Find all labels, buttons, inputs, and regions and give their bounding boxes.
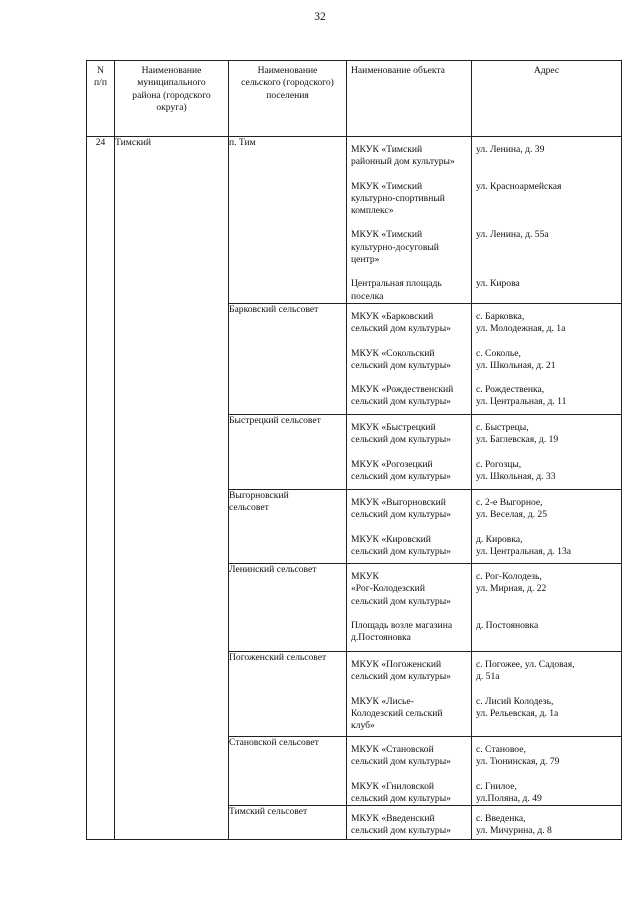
settlement-name: п. Тим: [229, 137, 347, 304]
header-address: Адрес: [472, 61, 622, 137]
address-cell: [472, 137, 622, 304]
object-cell: [347, 303, 472, 414]
object-name: МКУК «Лисье- Колодезский сельский клуб»: [351, 695, 443, 732]
address-text: с. Соколье, ул. Школьная, д. 21: [476, 347, 556, 371]
object-name: МКУК «Тимский районный дом культуры»: [351, 144, 455, 168]
object-name: МКУК «Погоженский сельский дом культуры»: [351, 658, 451, 683]
address-cell: [472, 563, 622, 651]
object-name: МКУК «Тимский культурно-досуговый центр»: [351, 229, 439, 266]
address-text: с. Рождественка, ул. Центральная, д. 11: [476, 384, 567, 408]
address-cell: [472, 414, 622, 489]
object-name: Центральная площадь поселка: [351, 278, 442, 302]
header-district: Наименование муниципального района (городского округа): [115, 61, 229, 137]
table-header-row: [87, 61, 622, 137]
address-text: д. Кировка, ул. Центральная, д. 13а: [476, 533, 572, 557]
object-cell: [347, 736, 472, 805]
object-name: МКУК «Выгорновский сельский дом культуры»: [351, 496, 451, 521]
row-number: 24: [87, 137, 115, 840]
address-text: с. Погожее, ул. Садовая, д. 51а: [476, 658, 575, 683]
venues-table: [86, 60, 622, 840]
address-text: с. Лисий Колодезь, ул. Рельевская, д. 1а: [476, 695, 559, 719]
object-cell: [347, 806, 472, 840]
object-name: МКУК «Кировский сельский дом культуры»: [351, 533, 451, 557]
address-text: с. 2-е Выгорное, ул. Веселая, д. 25: [476, 496, 548, 521]
address-text: с. Гнилое, ул.Поляна, д. 49: [476, 780, 542, 804]
object-name: МКУК «Гниловской сельский дом культуры»: [351, 780, 451, 804]
address-text: с. Быстрецы, ул. Баглевская, д. 19: [476, 421, 559, 446]
object-name: МКУК «Рог-Колодезский сельский дом культуры»: [351, 570, 451, 607]
object-name: МКУК «Быстрецкий сельский дом культуры»: [351, 421, 451, 446]
address-text: с. Введенка, ул. Мичурина, д. 8: [476, 813, 552, 837]
object-cell: [347, 651, 472, 736]
address-text: д. Постояновка: [476, 619, 539, 631]
object-cell: [347, 414, 472, 489]
address-cell: [472, 489, 622, 563]
settlement-name: Быстрецкий сельсовет: [229, 414, 347, 489]
settlement-name: Тимский сельсовет: [229, 806, 347, 840]
object-name: МКУК «Становской сельский дом культуры»: [351, 743, 451, 768]
address-text: с. Становое, ул. Тюнинская, д. 79: [476, 743, 560, 768]
address-text: ул. Кирова: [476, 278, 520, 290]
settlement-name: Ленинский сельсовет: [229, 563, 347, 651]
address-cell: [472, 303, 622, 414]
table-row: [87, 137, 622, 304]
header-object: Наименование объекта: [347, 61, 472, 137]
page-number: 32: [314, 11, 326, 23]
object-cell: [347, 489, 472, 563]
object-cell: [347, 137, 472, 304]
object-name: МКУК «Тимский культурно-спортивный комплекс»: [351, 180, 445, 217]
settlement-name: Выгорновский сельсовет: [229, 489, 347, 563]
object-cell: [347, 563, 472, 651]
address-text: ул. Ленина, д. 39: [476, 144, 545, 155]
object-name: МКУК «Рогозецкий сельский дом культуры»: [351, 458, 451, 482]
object-name: МКУК «Введенский сельский дом культуры»: [351, 813, 451, 837]
object-name: МКУК «Сокольский сельский дом культуры»: [351, 347, 451, 371]
table-body: [87, 137, 622, 840]
settlement-name: Становской сельсовет: [229, 736, 347, 805]
address-text: с. Рогозцы, ул. Школьная, д. 33: [476, 458, 556, 482]
address-cell: [472, 651, 622, 736]
header-settlement: Наименование сельского (городского) поселения: [229, 61, 347, 137]
settlement-name: Барковский сельсовет: [229, 303, 347, 414]
address-text: с. Барковка, ул. Молодежная, д. 1а: [476, 310, 566, 335]
object-name: Площадь возле магазина д.Постояновка: [351, 619, 453, 644]
object-name: МКУК «Барковский сельский дом культуры»: [351, 310, 451, 335]
address-text: ул. Ленина, д. 55а: [476, 229, 549, 241]
address-cell: [472, 736, 622, 805]
header-number: N п/п: [87, 61, 115, 137]
address-text: ул. Красноармейская: [476, 180, 562, 192]
district-name: Тимский: [115, 137, 229, 840]
address-text: с. Рог-Колодезь, ул. Мирная, д. 22: [476, 570, 547, 595]
settlement-name: Погоженский сельсовет: [229, 651, 347, 736]
address-cell: [472, 806, 622, 840]
object-name: МКУК «Рождественский сельский дом культуры»: [351, 384, 454, 408]
